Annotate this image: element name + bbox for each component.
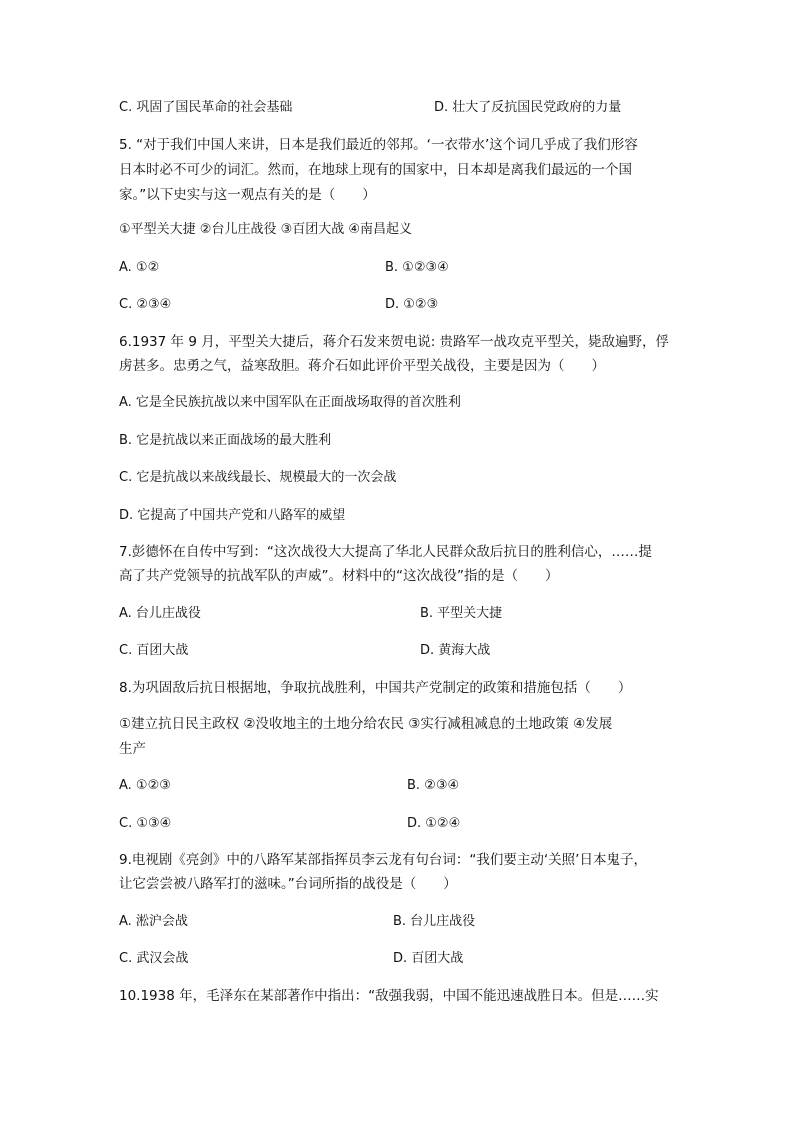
q9-stem-line-1: 9.电视剧《亮剑》中的八路军某部指挥员李云龙有句台词：“我们要主动‘关照’日本鬼子， bbox=[119, 852, 647, 868]
q7-option-d[interactable]: D. 黄海大战 bbox=[420, 643, 491, 658]
q7-stem-line-2: 高了共产党领导的抗战军队的声威”。材料中的“这次战役”指的是（ ） bbox=[119, 568, 559, 584]
q6-option-d[interactable]: D. 它提高了中国共产党和八路军的威望 bbox=[119, 508, 346, 523]
q7-stem-line-1: 7.彭德怀在自传中写到：“这次战役大大提高了华北人民群众敌后抗日的胜利信心，……提 bbox=[119, 544, 652, 560]
q8-option-a[interactable]: A. ①②③ bbox=[119, 778, 171, 793]
q5-stem-line-1: 5. “对于我们中国人来讲，日本是我们最近的邻邦。‘一衣带水’这个词几乎成了我们形容 bbox=[119, 137, 638, 153]
q9-option-d[interactable]: D. 百团大战 bbox=[393, 951, 464, 966]
q5-stem-line-3: 家。”以下史实与这一观点有关的是（ ） bbox=[119, 187, 376, 203]
q9-option-c[interactable]: C. 武汉会战 bbox=[119, 951, 189, 966]
q5-option-a[interactable]: A. ①② bbox=[119, 260, 160, 275]
q8-items-line-2: 生产 bbox=[119, 741, 146, 757]
q7-option-b[interactable]: B. 平型关大捷 bbox=[420, 606, 503, 621]
q4-option-c[interactable]: C. 巩固了国民革命的社会基础 bbox=[119, 100, 293, 115]
q7-option-a[interactable]: A. 台儿庄战役 bbox=[119, 606, 201, 621]
q8-option-c[interactable]: C. ①③④ bbox=[119, 816, 172, 831]
q5-option-c[interactable]: C. ②③④ bbox=[119, 297, 172, 312]
q5-items: ①平型关大捷 ②台儿庄战役 ③百团大战 ④南昌起义 bbox=[119, 222, 413, 237]
q7-option-c[interactable]: C. 百团大战 bbox=[119, 643, 189, 658]
q8-option-d[interactable]: D. ①②④ bbox=[407, 816, 461, 831]
q6-option-c[interactable]: C. 它是抗战以来战线最长、规模最大的一次会战 bbox=[119, 470, 397, 485]
q9-option-a[interactable]: A. 淞沪会战 bbox=[119, 914, 188, 929]
q10-stem-line-1: 10.1938 年，毛泽东在某部著作中指出：“敌强我弱，中国不能迅速战胜日本。但是……实 bbox=[119, 988, 659, 1004]
q8-items-line-1: ①建立抗日民主政权 ②没收地主的土地分给农民 ③实行减租减息的土地政策 ④发展 bbox=[119, 716, 613, 732]
q6-option-b[interactable]: B. 它是抗战以来正面战场的最大胜利 bbox=[119, 433, 332, 448]
q8-option-b[interactable]: B. ②③④ bbox=[407, 778, 460, 793]
q9-stem-line-2: 让它尝尝被八路军打的滋味。”台词所指的战役是（ ） bbox=[119, 876, 457, 892]
q6-stem-line-1: 6.1937 年 9 月，平型关大捷后，蒋介石发来贺电说: 贵路军一战攻克平型关，毙敌遍野，俘 bbox=[119, 334, 670, 350]
q5-option-d[interactable]: D. ①②③ bbox=[385, 297, 439, 312]
q5-option-b[interactable]: B. ①②③④ bbox=[385, 260, 449, 275]
q8-stem-line-1: 8.为巩固敌后抗日根据地，争取抗战胜利，中国共产党制定的政策和措施包括（ ） bbox=[119, 680, 632, 696]
q5-stem-line-2: 日本时必不可少的词汇。然而，在地球上现有的国家中，日本却是离我们最远的一个国 bbox=[119, 162, 632, 178]
q4-option-d[interactable]: D. 壮大了反抗国民党政府的力量 bbox=[434, 100, 622, 115]
q9-option-b[interactable]: B. 台儿庄战役 bbox=[393, 914, 476, 929]
q6-stem-line-2: 虏甚多。忠勇之气，益寒敌胆。蒋介石如此评价平型关战役，主要是因为（ ） bbox=[119, 358, 605, 374]
q6-option-a[interactable]: A. 它是全民族抗战以来中国军队在正面战场取得的首次胜利 bbox=[119, 395, 461, 410]
